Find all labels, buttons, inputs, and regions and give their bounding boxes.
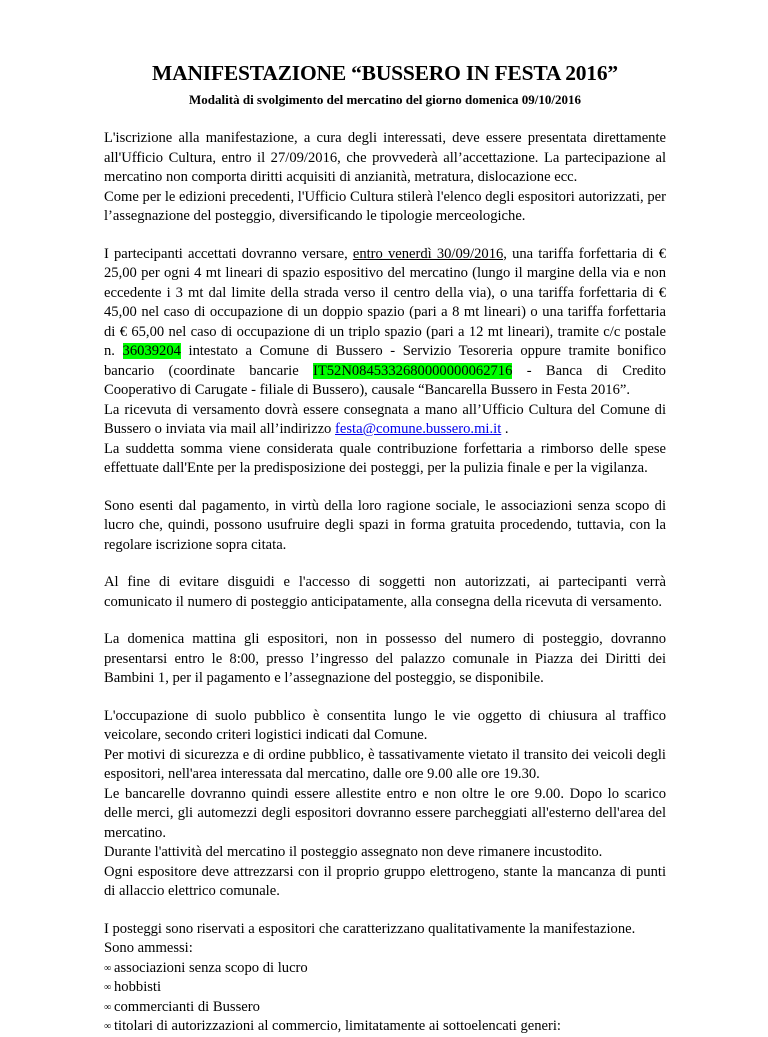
list-item: ∞ associazioni senza scopo di lucro bbox=[104, 959, 666, 979]
list-item: ∞ hobbisti bbox=[104, 978, 666, 998]
payment-deadline: entro venerdì 30/09/2016, bbox=[352, 245, 507, 262]
payment-text-a: I partecipanti accettati dovranno versare, bbox=[104, 245, 353, 262]
receipt-text-b: . bbox=[501, 421, 509, 437]
bullet-icon: ∞ bbox=[104, 982, 112, 993]
document-title: MANIFESTAZIONE “BUSSERO IN FESTA 2016” bbox=[152, 61, 618, 85]
paragraph-exhibitor-list: Come per le edizioni precedenti, l'Ufficio Cultura stilerà l'elenco degli espositori autorizzati, per l’assegnazione del posteggio, diversificando le tipologie merceologiche. bbox=[104, 188, 666, 224]
paragraph-contribution: La suddetta somma viene considerata quale contribuzione forfettaria a rimborso delle spese effettuate dall'Ente per la predisposizione dei posteggi, per la pulizia finale e per la vigilanza. bbox=[104, 440, 666, 476]
paragraph-generator: Ogni espositore deve attrezzarsi con il proprio gruppo elettrogeno, stante la mancanza di punti di allaccio elettrico comunale. bbox=[104, 863, 666, 899]
payment-text-b: una tariffa forfettaria di € 25,00 per ogni 4 mt lineari di spazio espositivo del mercatino (lungo il margine della via e non eccedente i 3 mt dal limite della strada verso il centro della via), o una tariffa forfettaria di € 45,00 nel caso di occupazione di un doppio spazio (pari a 8 mt lineari) o una tariffa forfettaria di € 65,00 nel caso di occupazione di un triplo spazio (pari a 12 mt lineari), tramite c/c postale n. bbox=[104, 245, 666, 359]
section-stall-number bbox=[104, 573, 666, 612]
section-registration bbox=[104, 129, 666, 227]
section-occupation-rules bbox=[104, 707, 666, 902]
document-page bbox=[104, 60, 666, 1037]
paragraph-setup-time: Le bancarelle dovranno quindi essere allestite entro e non oltre le ore 9.00. Dopo lo scarico delle merci, gli automezzi degli espositori dovranno essere parcheggiati all'esterno dell'area del mercatino. bbox=[104, 785, 666, 841]
paragraph-vehicle-ban: Per motivi di sicurezza e di ordine pubblico, è tassativamente vietato il transito dei veicoli degli espositori, nell'area interessata dal mercatino, dalle ore 9.00 alle ore 19.30. bbox=[104, 746, 666, 782]
paragraph-reserved: I posteggi sono riservati a espositori che caratterizzano qualitativamente la manifestazione. bbox=[104, 920, 636, 937]
paragraph-admitted-intro: Sono ammessi: bbox=[104, 940, 193, 956]
bullet-icon: ∞ bbox=[104, 1001, 112, 1013]
paragraph-stall-number: Al fine di evitare disguidi e l'accesso di soggetti non autorizzati, ai partecipanti verrà comunicato il numero di posteggio anticipatamente, alla consegna della ricevuta di versamento. bbox=[104, 574, 666, 610]
bullet-icon: ∞ bbox=[104, 1021, 112, 1032]
document-subtitle: Modalità di svolgimento del mercatino del giorno domenica 09/10/2016 bbox=[189, 92, 581, 107]
payment-text-d: - Banca di Credito Cooperativo di Carugate - filiale di Bussero), causale “Bancarella Bussero in Festa 2016”. bbox=[104, 362, 666, 398]
paragraph-public-land: L'occupazione di suolo pubblico è consentita lungo le vie oggetto di chiusura al traffico veicolare, secondo criteri logistici indicati dal Comune. bbox=[104, 707, 666, 743]
paragraph-payment bbox=[104, 245, 666, 401]
section-sunday-morning bbox=[104, 630, 666, 689]
bullet-icon: ∞ bbox=[104, 962, 112, 974]
admitted-list bbox=[104, 959, 666, 1037]
paragraph-exemptions: Sono esenti dal pagamento, in virtù della loro ragione sociale, le associazioni senza scopo di lucro che, quindi, possono usufruire degli spazi in forma gratuita procedendo, tuttavia, con la regolare iscrizione sopra citata. bbox=[104, 497, 666, 553]
iban-code: IT52N0845332680000000062716 bbox=[312, 362, 513, 379]
section-admitted bbox=[104, 920, 666, 1037]
section-payment bbox=[104, 245, 666, 479]
paragraph-sunday-morning: La domenica mattina gli espositori, non in possesso del numero di posteggio, dovranno presentarsi entro le 8:00, presso l’ingresso del palazzo comunale in Piazza dei Diritti dei Bambini 1, per il pagamento e l’assegnazione del posteggio, se disponibile. bbox=[104, 631, 666, 686]
section-exemptions bbox=[104, 497, 666, 556]
paragraph-receipt bbox=[104, 401, 666, 440]
receipt-text-a: La ricevuta di versamento dovrà essere consegnata a mano all’Ufficio Cultura del Comune di Bussero o inviata via mail all’indirizzo bbox=[104, 401, 666, 437]
payment-text-c: intestato a Comune di Bussero - Servizio Tesoreria oppure tramite bonifico bancario (coordinate bancarie bbox=[104, 343, 667, 379]
postal-account-number: 36039204 bbox=[122, 343, 181, 359]
email-link[interactable]: festa@comune.bussero.mi.it bbox=[335, 421, 502, 437]
list-item: ∞ commercianti di Bussero bbox=[104, 998, 666, 1018]
paragraph-registration: L'iscrizione alla manifestazione, a cura degli interessati, deve essere presentata direttamente all'Ufficio Cultura, entro il 27/09/2016, che provvederà all’accettazione. La partecipazione al mercatino non comporta diritti acquisiti di anzianità, metratura, dislocazione ecc. bbox=[104, 130, 666, 185]
paragraph-unattended: Durante l'attività del mercatino il posteggio assegnato non deve rimanere incustodito. bbox=[104, 844, 603, 860]
list-item: ∞ titolari di autorizzazioni al commercio, limitatamente ai sottoelencati generi: bbox=[104, 1017, 666, 1037]
